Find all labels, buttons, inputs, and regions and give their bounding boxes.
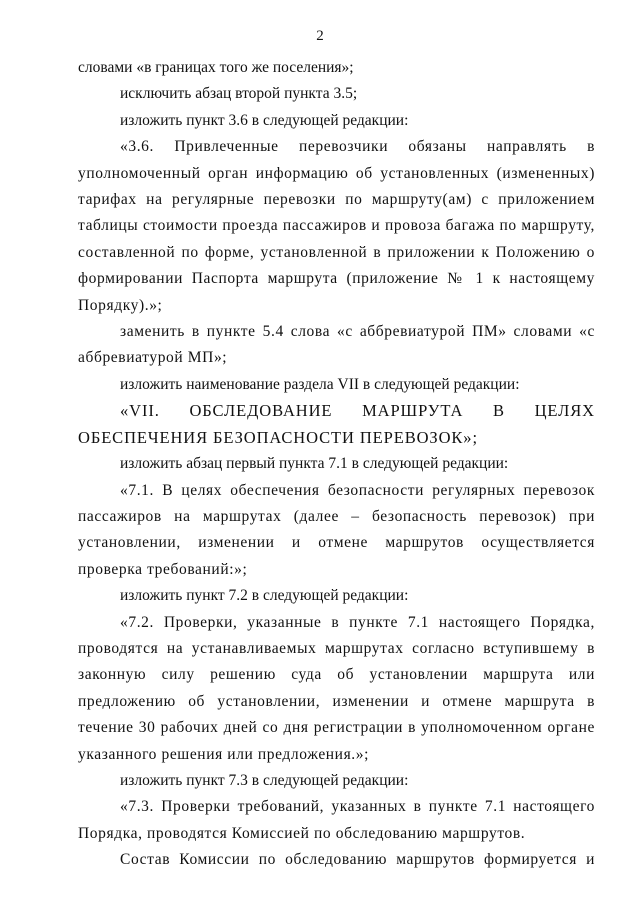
paragraph-section-7-title: «VII. ОБСЛЕДОВАНИЕ МАРШРУТА В ЦЕЛЯХ ОБЕСПЕЧЕНИЯ БЕЗОПАСНОСТИ ПЕРЕВОЗОК»; [78, 401, 595, 447]
paragraph-continuation: словами «в границах того же поселения»; [78, 59, 354, 76]
paragraph-clause-7-3: «7.3. Проверки требований, указанных в пункте 7.1 настоящего Порядка, проводятся Комиссией по обследованию маршрутов. [78, 798, 595, 842]
document-body [78, 55, 595, 874]
paragraph-commission-composition: Состав Комиссии по обследованию маршрутов формируется и [120, 851, 595, 869]
paragraph-clause-7-1: «7.1. В целях обеспечения безопасности регулярных перевозок пассажиров на маршрутах (далее – безопасность перевозок) при установлении, изменении и отмене маршрутов осуществляется проверка требований:»; [78, 481, 595, 578]
paragraph-intro-3-6: изложить пункт 3.6 в следующей редакции: [120, 111, 409, 129]
paragraph-intro-7-2: изложить пункт 7.2 в следующей редакции: [120, 587, 409, 605]
paragraph-exclude-3-5: исключить абзац второй пункта 3.5; [120, 85, 358, 103]
page-number: 2 [316, 28, 324, 44]
paragraph-intro-section-7: изложить наименование раздела VII в следующей редакции: [120, 375, 520, 393]
paragraph-clause-3-6: «3.6. Привлеченные перевозчики обязаны направлять в уполномоченный орган информацию об установленных (измененных) тарифах на регулярные перевозки по маршруту(ам) с приложением таблицы стоимости проезда пассажиров и провоза багажа по маршруту, составленной по форме, установленной в приложении к Положению о формировании Паспорта маршрута (приложение № 1 к настоящему Порядку).»; [78, 138, 595, 314]
paragraph-clause-7-2: «7.2. Проверки, указанные в пункте 7.1 настоящего Порядка, проводятся на устанавливаемых маршрутах согласно вступившему в законную силу решению суда об установлении маршрута или предложению об установлении, изменении и отмене маршрута в течение 30 рабочих дней со дня регистрации в уполномоченном органе указанного решения или предложения.»; [78, 613, 595, 763]
paragraph-intro-7-3: изложить пункт 7.3 в следующей редакции: [120, 771, 409, 789]
paragraph-replace-5-4: заменить в пункте 5.4 слова «с аббревиатурой ПМ» словами «с аббревиатурой МП»; [78, 323, 595, 367]
paragraph-intro-7-1: изложить абзац первый пункта 7.1 в следующей редакции: [120, 455, 509, 473]
